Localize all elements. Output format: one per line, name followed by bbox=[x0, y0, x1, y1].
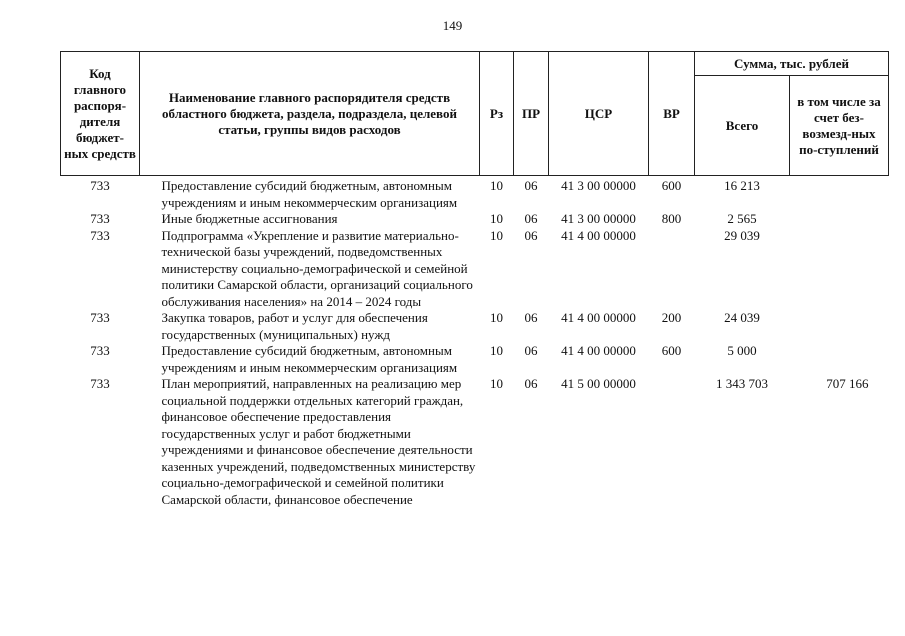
cell-vr: 800 bbox=[661, 211, 682, 226]
cell-name: Предоставление субсидий бюджетным, автономным учреждениям и иным некоммерческим организациям bbox=[161, 343, 458, 375]
cell-code: 733 bbox=[90, 178, 110, 193]
table-row bbox=[61, 376, 889, 508]
cell-incl bbox=[790, 343, 889, 376]
cell-pr: 06 bbox=[524, 343, 538, 358]
cell-csr: 41 3 00 00000 bbox=[561, 178, 636, 193]
cell-name: Иные бюджетные ассигнования bbox=[161, 211, 338, 226]
budget-table bbox=[60, 51, 889, 508]
cell-total: 2 565 bbox=[727, 211, 757, 226]
cell-incl bbox=[790, 228, 889, 311]
header-code: Код главного распоря-дителя бюджет-ных средств bbox=[61, 52, 140, 176]
cell-code: 733 bbox=[90, 310, 110, 325]
cell-name: План мероприятий, направленных на реализацию мер социальной поддержки отдельных категорий граждан, финансовое обеспечение предоставления государственных услуг и работ бюджетными учреждениями и финансовое обеспечение деятельности казенных учреждений, подведомственных министерству социально-демографической и семейной политики Самарской области, финансовое обеспечение bbox=[161, 376, 476, 507]
cell-vr bbox=[649, 228, 695, 311]
table-row bbox=[61, 310, 889, 343]
table-row bbox=[61, 176, 889, 212]
header-name: Наименование главного распорядителя средств областного бюджета, раздела, подраздела, целевой статьи, группы видов расходов bbox=[140, 52, 480, 176]
cell-pr: 06 bbox=[524, 310, 538, 325]
cell-name: Предоставление субсидий бюджетным, автономным учреждениям и иным некоммерческим организациям bbox=[161, 178, 458, 210]
header-vr: ВР bbox=[649, 52, 695, 176]
cell-rz: 10 bbox=[490, 343, 503, 358]
cell-code: 733 bbox=[90, 211, 110, 226]
header-incl: в том числе за счет без-возмезд-ных по-ступлений bbox=[790, 76, 889, 176]
cell-incl bbox=[790, 310, 889, 343]
cell-total: 16 213 bbox=[724, 178, 760, 193]
cell-name: Закупка товаров, работ и услуг для обеспечения государственных (муниципальных) нужд bbox=[161, 310, 428, 342]
cell-csr: 41 4 00 00000 bbox=[561, 227, 636, 243]
cell-total: 1 343 703 bbox=[716, 376, 768, 391]
cell-rz: 10 bbox=[490, 227, 503, 243]
cell-total: 5 000 bbox=[727, 343, 757, 358]
table-row bbox=[61, 211, 889, 228]
table-row bbox=[61, 343, 889, 376]
cell-pr: 06 bbox=[524, 376, 538, 391]
header-rz: Рз bbox=[480, 52, 514, 176]
cell-csr: 41 4 00 00000 bbox=[561, 343, 636, 358]
cell-code: 733 bbox=[90, 343, 110, 358]
cell-csr: 41 4 00 00000 bbox=[561, 310, 636, 325]
header-total: Всего bbox=[695, 76, 790, 176]
cell-pr: 06 bbox=[524, 211, 538, 226]
cell-incl bbox=[790, 211, 889, 228]
cell-rz: 10 bbox=[490, 211, 503, 226]
table-row bbox=[61, 228, 889, 311]
header-csr: ЦСР bbox=[549, 52, 649, 176]
cell-rz: 10 bbox=[490, 376, 503, 391]
cell-pr: 06 bbox=[524, 178, 538, 193]
cell-vr: 600 bbox=[661, 178, 682, 193]
cell-rz: 10 bbox=[490, 178, 503, 193]
page-number: 149 bbox=[442, 18, 463, 33]
cell-csr: 41 5 00 00000 bbox=[561, 376, 636, 391]
cell-rz: 10 bbox=[490, 310, 503, 325]
cell-vr: 600 bbox=[661, 343, 682, 358]
cell-incl: 707 166 bbox=[826, 376, 869, 391]
header-pr: ПР bbox=[514, 52, 549, 176]
cell-pr: 06 bbox=[524, 227, 538, 243]
cell-vr: 200 bbox=[661, 310, 682, 325]
cell-code: 733 bbox=[90, 227, 110, 243]
cell-vr bbox=[649, 376, 695, 508]
cell-total: 29 039 bbox=[724, 227, 760, 243]
cell-incl bbox=[790, 176, 889, 212]
cell-total: 24 039 bbox=[724, 310, 760, 325]
cell-csr: 41 3 00 00000 bbox=[561, 211, 636, 226]
cell-code: 733 bbox=[90, 376, 110, 391]
cell-name: Подпрограмма «Укрепление и развитие материально-технической базы учреждений, подведомственных министерству социально-демографической и семейной политики Самарской области, организаций социального обслуживания населения» на 2014 – 2024 годы bbox=[161, 227, 473, 309]
header-sum: Сумма, тыс. рублей bbox=[695, 52, 889, 76]
